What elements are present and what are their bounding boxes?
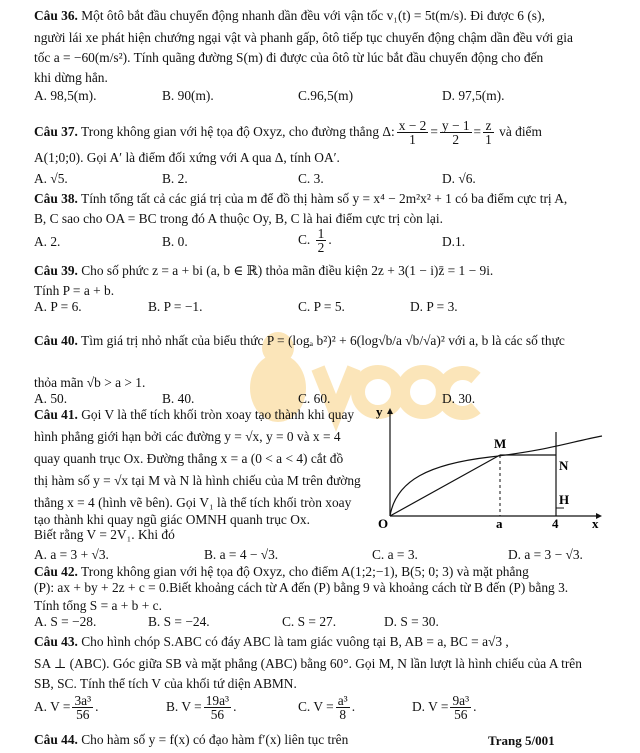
q43-a-den: 56 [76,707,90,723]
q38-option-c[interactable]: C. $\frac{1}{2}$ . [298,226,332,256]
q38-option-b[interactable]: B. 0. [162,234,188,249]
q44-line1 [34,732,348,748]
q44-label: Câu 44. [34,732,78,747]
q43-line1 [34,634,509,650]
q36-option-b[interactable]: B. 90(m). [162,88,214,103]
q43-option-b-fraction [204,694,231,721]
q44-text1: Cho hàm số y = f(x) có đạo hàm f′(x) liên tục trên [77,732,349,747]
q41-option-d[interactable]: D. a = 3 − √3. [508,547,583,562]
q43-option-a[interactable]: A. V = $\frac{\text{3a³}}{56}$ . [34,693,99,723]
q36-line2: người lái xe phát hiện chướng ngại vật và phanh gấp, ôtô tiếp tục chuyển động chậm dần đều với gia [34,30,573,45]
q40-text1c: với a, b là các số thực [444,333,565,348]
q40-line1 [34,333,565,349]
q40-option-b[interactable]: B. 40. [162,391,195,406]
q42-option-b[interactable]: B. S = −24. [148,614,210,629]
q38-option-d[interactable]: D.1. [442,234,466,249]
q43-option-b[interactable]: B. V = $\frac{\text{19a³}}{56}$ . [166,693,237,723]
q43-line3: SB, SC. Tính thể tích V của khối tứ diện ABMN. [34,676,297,691]
q37-fraction-y [440,119,472,146]
q43-c-den: 8 [339,707,347,723]
q43-option-a-label: A. V = [34,699,71,714]
q38-option-a[interactable]: A. 2. [34,234,61,249]
graph-label-o: O [378,516,389,528]
q36-line3: tốc a = −60(m/s²). Tính quãng đường S(m) đi được của ôtô từ lúc bắt đầu chuyển động cho đến [34,50,544,65]
q41-text1: Gọi V là thể tích khối tròn xoay tạo thành khi quay [77,407,355,422]
q37-text1-end: và điểm [495,124,542,139]
q41-line4: thị hàm số y = √x tại M và N là hình chiếu của M trên đường [34,473,361,488]
q43-option-b-label: B. V = [166,699,202,714]
q41-line1 [34,407,354,423]
graph-label-m: M [494,436,507,451]
q41-option-c[interactable]: C. a = 3. [372,547,418,562]
q41-line5: thẳng x = 4 (hình vẽ bên). Gọi V₁ là thể tích khối tròn xoay [34,495,352,510]
q37-f1-den: 1 [409,132,416,148]
q37-f3-num: z [483,119,494,133]
q39-option-b[interactable]: B. P = −1. [148,299,203,314]
q40-option-c[interactable]: C. 60. [298,391,331,406]
q40-option-d[interactable]: D. 30. [442,391,476,406]
page-number-footer: Trang 5/001 [488,733,555,748]
q39-label: Câu 39. [34,263,78,278]
q39-line2: Tính P = a + b. [34,283,115,298]
q36-option-c[interactable]: C.96,5(m) [298,88,354,103]
q37-line1: Câu 37. Trong không gian với hệ tọa độ Oxyz, cho đường thẳng Δ: $\frac{x - 2}{1}$ = $\frac{y - 1}{2}$ = $\frac{z}{1}$ và điểm [34,118,542,148]
q40-label: Câu 40. [34,333,78,348]
q39-line1 [34,263,493,279]
q37-option-b[interactable]: B. 2. [162,171,188,186]
q42-line3: Tính tổng S = a + b + c. [34,598,162,613]
q43-option-a-fraction [72,694,93,721]
q37-line2: A(1;0;0). Gọi A′ là điểm đối xứng với A qua Δ, tính OA′. [34,150,340,165]
q37-f2-den: 2 [452,132,460,148]
q37-fraction-x [397,119,429,146]
q36-option-a[interactable]: A. 98,5(m). [34,88,97,103]
q42-line2: (P): ax + by + 2z + c = 0.Biết khoảng cách từ A đến (P) bằng 9 và khoảng cách từ B đến (P) bằng 3. [34,580,569,595]
q37-f2-num: y − 1 [441,118,470,134]
q41-line3: quay quanh trục Ox. Đường thẳng x = a (0 < a < 4) cắt đồ [34,451,344,466]
q38-line1 [34,191,567,207]
q43-option-c-fraction [336,694,350,721]
q43-option-c[interactable]: C. V = $\frac{\text{a³}}{8}$ . [298,693,356,723]
q43-label: Câu 43. [34,634,78,649]
q37-fraction-z [483,119,494,146]
graph-label-a: a [496,516,503,528]
q43-c-num: a³ [337,693,348,709]
q37-f3-den: 1 [485,132,492,148]
q39-text1: Cho số phức z = a + bi (a, b ∈ ℝ) thỏa mãn điều kiện 2z + 3(1 − i)z̄ = 1 − 9i. [77,263,494,278]
q43-text1: Cho hình chóp S.ABC có đáy ABC là tam giác vuông tại B, AB = a, BC = a√3 , [77,634,509,649]
q43-option-d-label: D. V = [412,699,449,714]
q43-d-num: 9a³ [452,693,470,709]
q36-option-d[interactable]: D. 97,5(m). [442,88,505,103]
q43-option-d-fraction [450,694,471,721]
q39-option-c[interactable]: C. P = 5. [298,299,345,314]
q39-option-d[interactable]: D. P = 3. [410,299,458,314]
graph-label-x: x [592,516,599,528]
q40-text1a: Tìm giá trị nhỏ nhất của biểu thức P = (logₐ b²)² + 6 [77,333,357,348]
graph-label-h: H [559,492,570,507]
graph-label-n: N [559,458,569,473]
q40-text1b: (log√b/a √b/√a)² [356,333,445,348]
graph-label-4: 4 [552,516,559,528]
q42-line1 [34,564,529,580]
q36-text1: Một ôtô bắt đầu chuyển động nhanh dần đều với vận tốc v₁(t) = 5t(m/s). Đi được 6 (s), [77,8,545,23]
q42-option-a[interactable]: A. S = −28. [34,614,97,629]
q42-label: Câu 42. [34,564,78,579]
q37-text1: Trong không gian với hệ tọa độ Oxyz, cho đường thẳng Δ: [77,124,395,139]
q37-f1-num: x − 2 [398,118,427,134]
q43-d-den: 56 [454,707,468,723]
q36-label: Câu 36. [34,8,78,23]
q40-option-a[interactable]: A. 50. [34,391,68,406]
q38-optc-num: 1 [317,226,325,242]
q43-b-num: 19a³ [205,693,230,709]
q41-label: Câu 41. [34,407,78,422]
graph-y-arrow [387,408,393,414]
q38-line2: B, C sao cho OA = BC trong đó A thuộc Oy, B, C là hai điểm cực trị còn lại. [34,211,443,226]
q38-option-c-fraction [316,227,327,254]
q41-graph [370,402,608,528]
q42-text1: Trong không gian với hệ tọa độ Oxyz, cho điểm A(1;2;−1), B(5; 0; 3) và mặt phẳng [77,564,529,579]
q41-line7: Biết rằng V = 2V₁. Khi đó [34,527,175,542]
q37-option-d[interactable]: D. √6. [442,171,476,186]
q43-b-den: 56 [210,707,225,723]
q43-option-d[interactable]: D. V = $\frac{\text{9a³}}{56}$ . [412,693,477,723]
q38-text1: Tính tổng tất cả các giá trị của m để đồ thị hàm số y = x⁴ − 2m²x² + 1 có ba điểm cực trị A, [77,191,568,206]
q40-line2: thỏa mãn √b > a > 1. [34,375,146,390]
q37-label: Câu 37. [34,124,78,139]
q43-a-num: 3a³ [74,693,92,709]
q38-optc-den: 2 [317,240,325,256]
q37-option-a[interactable]: A. √5. [34,171,68,186]
q41-option-a[interactable]: A. a = 3 + √3. [34,547,109,562]
q38-label: Câu 38. [34,191,78,206]
q43-option-c-label: C. V = [298,699,334,714]
graph-label-y: y [376,404,383,419]
q41-option-b[interactable]: B. a = 4 − √3. [204,547,279,562]
q42-option-d[interactable]: D. S = 30. [384,614,439,629]
q38-option-c-label: C. [298,232,311,247]
q39-option-a[interactable]: A. P = 6. [34,299,82,314]
q41-line2: hình phẳng giới hạn bởi các đường y = √x, y = 0 và x = 4 [34,429,341,444]
q36-line4: khi dừng hẳn. [34,70,108,85]
q43-line2: SA ⊥ (ABC). Góc giữa SB và mặt phẳng (ABC) bằng 60°. Gọi M, N lần lượt là hình chiếu của A trên [34,656,582,671]
q37-option-c[interactable]: C. 3. [298,171,324,186]
q41-line6: tạo thành khi quay ngũ giác OMNH quanh trục Ox. [34,512,310,527]
q36-line1 [34,8,545,24]
q42-option-c[interactable]: C. S = 27. [282,614,337,629]
